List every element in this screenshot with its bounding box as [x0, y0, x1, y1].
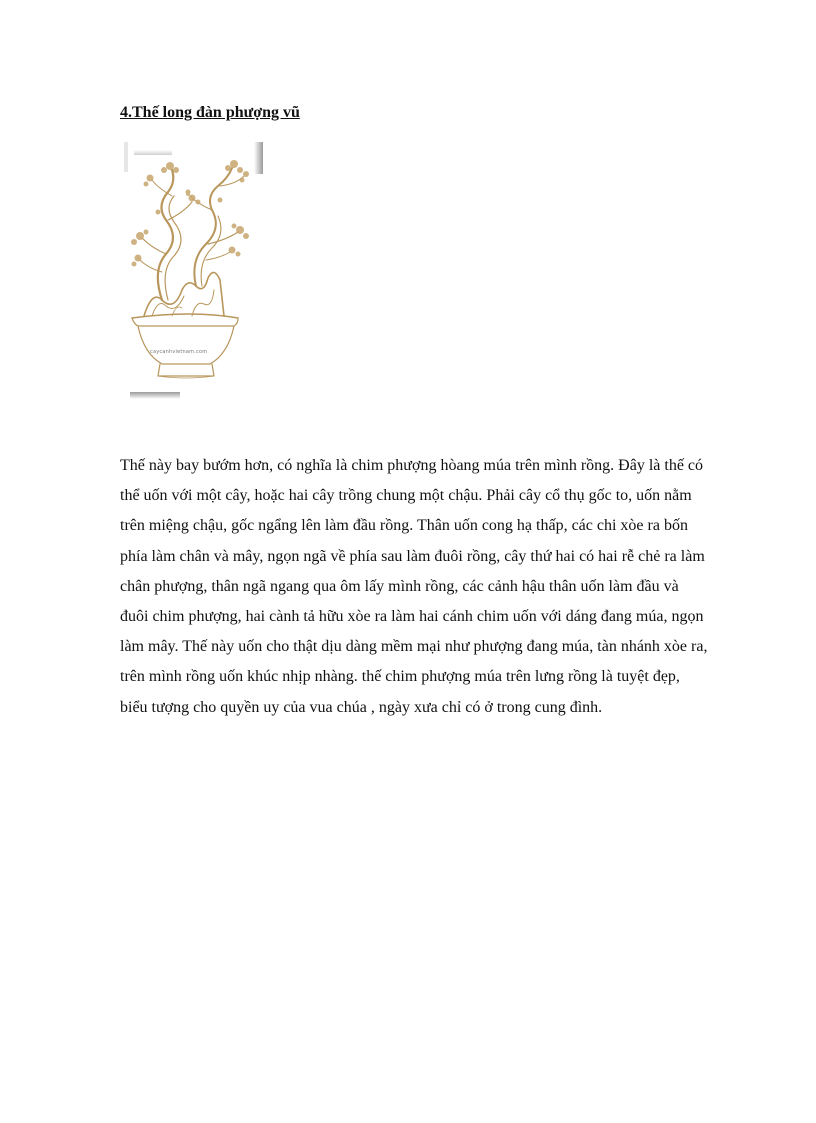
- frame-shadow-bottom: [130, 392, 180, 399]
- bonsai-illustration-icon: [122, 140, 267, 402]
- figure-watermark: caycanhvietnam.com: [150, 349, 208, 355]
- frame-shadow-top: [134, 150, 172, 155]
- frame-shadow-right: [254, 142, 263, 174]
- frame-shadow-left: [124, 142, 128, 172]
- body-paragraph: Thế này bay bướm hơn, có nghĩa là chim phượng hòang múa trên mình rồng. Đây là thế có thể uốn với một cây, hoặc hai cây trồng chung một chậu. Phải cây cổ thụ gốc to, uốn nằm trên miệng chậu, gốc ngẩng lên làm đầu rồng. Thân uốn cong hạ thấp, các chi xòe ra bốn phía làm chân và mây, ngọn ngã về phía sau làm đuôi rồng, cây thứ hai có hai rễ chẻ ra làm chân phượng, thân ngã ngang qua ôm lấy mình rồng, các cảnh hậu thân uốn làm đầu và đuôi chim phượng, hai cành tả hữu xòe ra làm hai cánh chim uốn với dáng đang múa, ngọn làm mây. Thế này uốn cho thật dịu dàng mềm mại như phượng đang múa, tàn nhánh xòe ra, trên mình rồng uốn khúc nhịp nhàng. thế chim phượng múa trên lưng rồng là tuyệt đẹp, biểu tượng cho quyền uy của vua chúa , ngày xưa chỉ có ở trong cung đình.: [120, 457, 708, 716]
- section-heading: 4.Thế long đàn phượng vũ: [120, 104, 300, 121]
- bonsai-figure: [122, 140, 267, 402]
